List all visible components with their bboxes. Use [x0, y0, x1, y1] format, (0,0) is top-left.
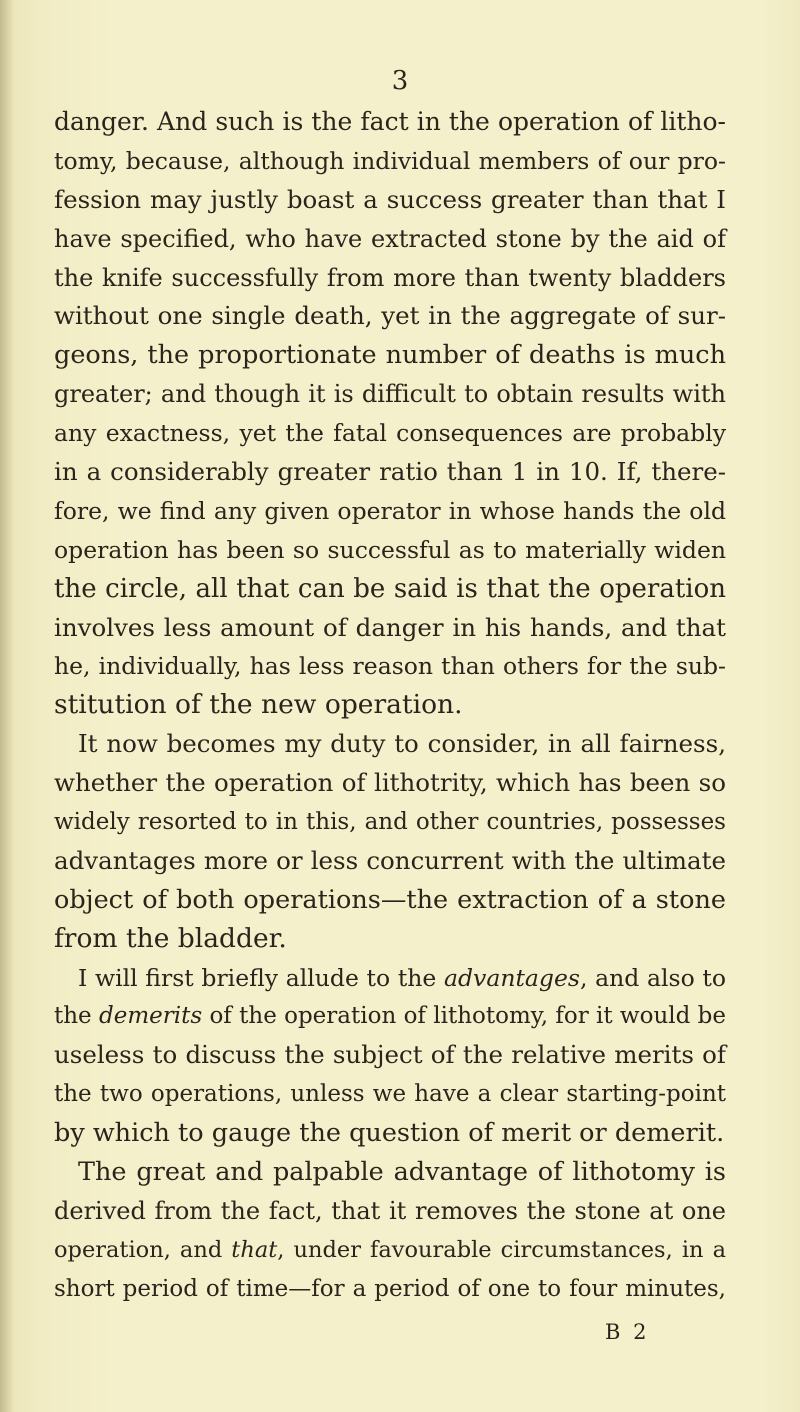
text-line: the knife successfully from more than twenty bladders [54, 263, 726, 292]
text-run: the [54, 1003, 99, 1030]
text-line: derived from the fact, that it removes the stone at one [54, 1196, 726, 1225]
text-line: have specified, who have extracted stone by the aid of [54, 224, 726, 253]
text-line: It now becomes my duty to consider, in all fairness, [78, 729, 726, 759]
spine-shadow [0, 0, 14, 1412]
text-line: geons, the proportionate number of deaths is much [54, 340, 726, 371]
italic-term: demerits [98, 1003, 203, 1030]
text-line: short period of time—for a period of one to four minutes, [54, 1275, 726, 1302]
signature-mark: B 2 [605, 1320, 650, 1344]
text-line [54, 1231, 726, 1270]
text-run: I will first briefly allude to the [78, 963, 444, 992]
text-line: fession may justly boast a success greater than that I [54, 184, 726, 214]
text-line: the circle, all that can be said is that the operation [54, 573, 726, 604]
text-run: , and also to [579, 963, 726, 992]
text-line: advantages more or less concurrent with the ultimate [54, 845, 726, 875]
text-line: widely resorted to in this, and other countries, possesses [54, 809, 726, 836]
text-line: in a considerably greater ratio than 1 in 10. If, there- [54, 457, 726, 487]
text-line: whether the operation of lithotrity, which has been so [54, 768, 726, 798]
text-line [54, 997, 726, 1036]
text-run: operation, and [54, 1236, 232, 1263]
text-line: from the bladder. [54, 922, 287, 954]
text-line: The great and palpable advantage of lithotomy is [78, 1157, 726, 1188]
text-line: greater; and though it is difficult to obtain results with [54, 380, 726, 409]
italic-term: that [231, 1236, 278, 1263]
text-line: without one single death, yet in the aggregate of sur- [54, 301, 726, 331]
text-line: the two operations, unless we have a clear starting-point [54, 1081, 726, 1108]
page-number: 3 [391, 66, 409, 96]
text-line: stitution of the new operation. [54, 689, 463, 721]
text-run: , under favourable circumstances, in a [277, 1236, 726, 1263]
body-text [54, 103, 726, 1309]
text-line: danger. And such is the fact in the operation of litho- [54, 107, 726, 136]
text-line: any exactness, yet the fatal consequences are probably [54, 419, 726, 448]
text-line: operation has been so successful as to materially widen [54, 535, 726, 564]
text-line: he, individually, has less reason than others for the sub- [54, 652, 726, 681]
text-run: of the operation of lithotomy, for it would be [202, 1003, 726, 1030]
text-line: involves less amount of danger in his hands, and that [54, 612, 726, 642]
text-line: object of both operations—the extraction of a stone [54, 884, 726, 915]
text-line: by which to gauge the question of merit or demerit. [54, 1118, 725, 1149]
text-line: tomy, because, although individual members of our pro- [54, 146, 726, 175]
text-line [54, 959, 726, 998]
text-line: useless to discuss the subject of the relative merits of [54, 1040, 726, 1070]
text-line: fore, we find any given operator in whose hands the old [54, 496, 726, 525]
italic-term: advantages [444, 963, 580, 992]
